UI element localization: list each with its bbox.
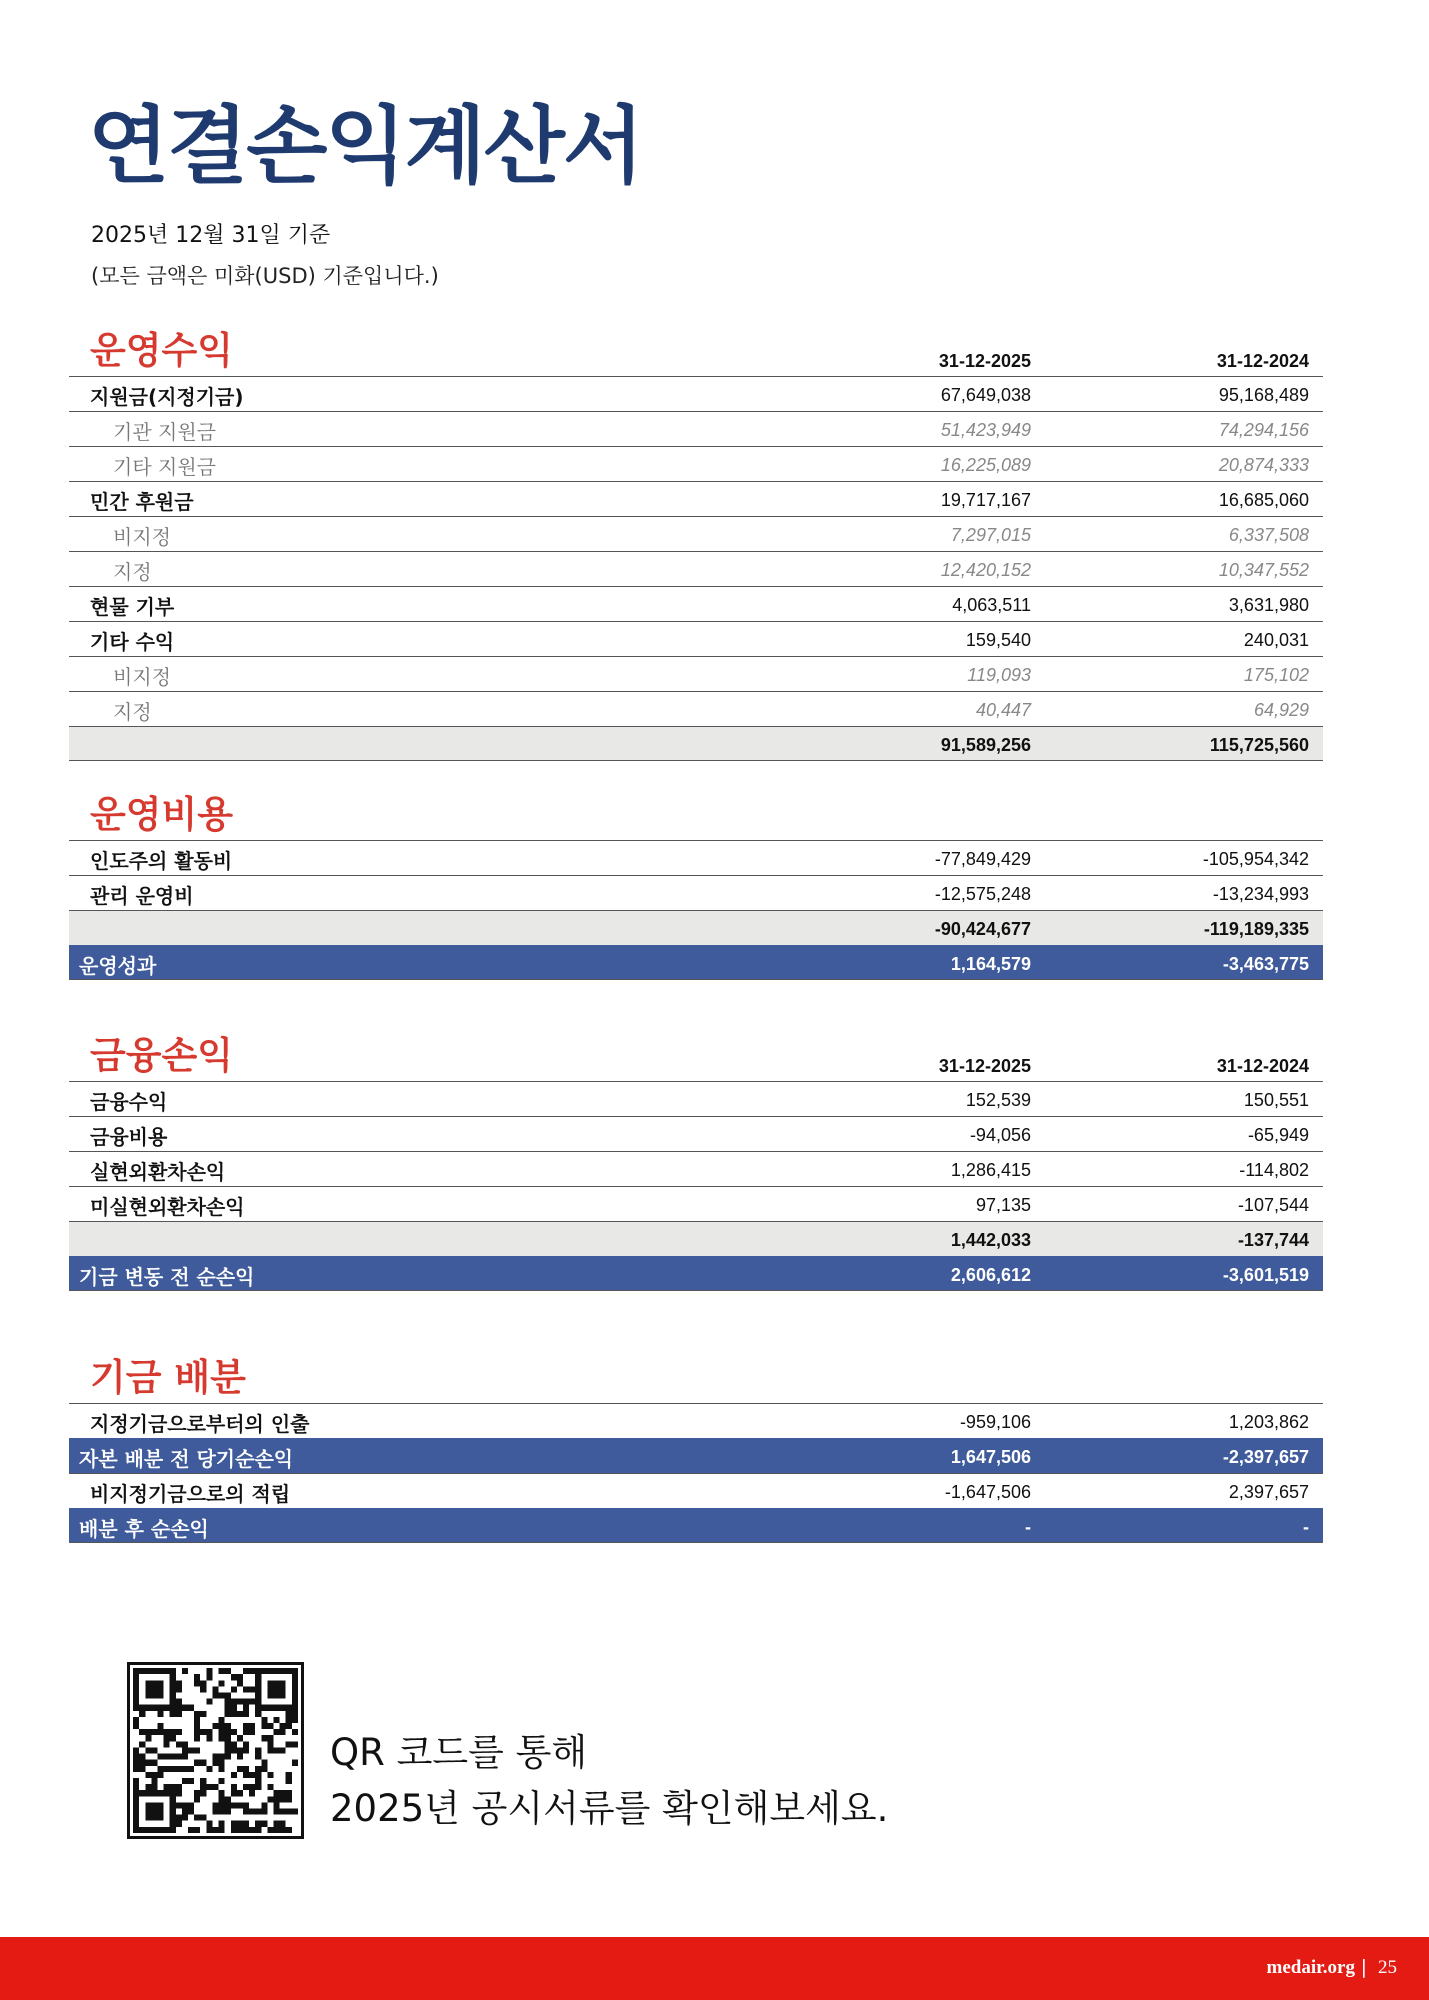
value-2025: -94,056 — [969, 1125, 1031, 1145]
value-2025: -12,575,248 — [934, 884, 1031, 904]
row-label: 운영성과 — [79, 954, 157, 978]
value-2024: -2,397,657 — [1222, 1447, 1309, 1467]
table-row — [69, 446, 1323, 481]
value-2025: 2,606,612 — [950, 1265, 1031, 1285]
section-1 — [69, 318, 1323, 761]
value-2024: 2,397,657 — [1228, 1482, 1309, 1502]
subtotal-row — [69, 726, 1323, 761]
row-label: 지정 — [113, 700, 152, 724]
result-row — [69, 1256, 1323, 1291]
value-2025: -959,106 — [959, 1412, 1031, 1432]
value-2025: 67,649,038 — [940, 385, 1031, 405]
table-row — [69, 875, 1323, 910]
value-2024: 10,347,552 — [1218, 560, 1309, 580]
row-label: 기타 수익 — [90, 630, 175, 654]
row-label: 금융비용 — [90, 1125, 168, 1149]
value-2024: -119,189,335 — [1203, 919, 1309, 939]
value-2025: 1,286,415 — [950, 1160, 1031, 1180]
row-label: 배분 후 순손익 — [79, 1517, 209, 1541]
value-2025: 159,540 — [965, 630, 1031, 650]
row-label: 관리 운영비 — [90, 884, 194, 908]
currency-note: (모든 금액은 미화(USD) 기준입니다.) — [91, 264, 439, 288]
statement-date: 2025년 12월 31일 기준 — [91, 223, 331, 248]
qr-caption — [330, 1725, 888, 1837]
value-2024: -65,949 — [1247, 1125, 1309, 1145]
value-2025: 16,225,089 — [940, 455, 1031, 475]
value-2024: -13,234,993 — [1212, 884, 1309, 904]
value-2025: 40,447 — [975, 700, 1031, 720]
subtotal-row — [69, 1221, 1323, 1256]
value-2025: 91,589,256 — [940, 735, 1031, 755]
table-row — [69, 1186, 1323, 1221]
value-2024: -105,954,342 — [1202, 849, 1309, 869]
section-header — [69, 1345, 1323, 1403]
value-2025: 19,717,167 — [940, 490, 1031, 510]
table-row — [69, 516, 1323, 551]
row-label: 지정기금으로부터의 인출 — [90, 1412, 310, 1436]
table-row — [69, 586, 1323, 621]
row-label: 비지정 — [113, 525, 171, 549]
table-row — [69, 621, 1323, 656]
value-2024: 74,294,156 — [1218, 420, 1309, 440]
value-2024: 115,725,560 — [1209, 735, 1309, 755]
statement-table — [69, 1403, 1323, 1543]
section-title: 운영수익 — [90, 329, 233, 372]
value-2025: 1,647,506 — [950, 1447, 1031, 1467]
table-row — [69, 376, 1323, 411]
value-2025: 12,420,152 — [940, 560, 1031, 580]
row-label: 기타 지원금 — [113, 455, 216, 479]
footer-separator: | — [1360, 1956, 1367, 1978]
section-header — [69, 1023, 1323, 1081]
section-title: 금융손익 — [90, 1034, 233, 1077]
value-2025: - — [1025, 1517, 1031, 1537]
row-label: 현물 기부 — [90, 595, 175, 619]
value-2024: 240,031 — [1243, 630, 1309, 650]
qr-caption-line1: QR 코드를 통해 — [330, 1731, 588, 1774]
value-2025: 1,442,033 — [950, 1230, 1031, 1250]
value-2024: 20,874,333 — [1218, 455, 1309, 475]
statement-table — [69, 840, 1323, 980]
row-label: 비지정 — [113, 665, 171, 689]
table-row — [69, 1081, 1323, 1116]
value-2025: 152,539 — [965, 1090, 1031, 1110]
value-2024: 175,102 — [1243, 665, 1309, 685]
value-2025: 51,423,949 — [940, 420, 1031, 440]
section-title: 기금 배분 — [90, 1356, 246, 1399]
section-3 — [69, 1023, 1323, 1291]
section-2 — [69, 782, 1323, 980]
table-row — [69, 1403, 1323, 1438]
value-2024: 95,168,489 — [1218, 385, 1309, 405]
statement-table — [69, 1081, 1323, 1291]
value-2025: -90,424,677 — [934, 919, 1031, 939]
result-row — [69, 1508, 1323, 1543]
value-2025: 7,297,015 — [950, 525, 1031, 545]
value-2024: -107,544 — [1237, 1195, 1309, 1215]
value-2025: -1,647,506 — [944, 1482, 1031, 1502]
result-row — [69, 1438, 1323, 1473]
value-2025: 97,135 — [975, 1195, 1031, 1215]
result-row — [69, 945, 1323, 980]
table-row — [69, 411, 1323, 446]
value-2024: -137,744 — [1237, 1230, 1309, 1250]
table-row — [69, 1473, 1323, 1508]
section-title: 운영비용 — [90, 793, 233, 836]
row-label: 인도주의 활동비 — [90, 849, 233, 873]
column-header-1: 31-12-2025 — [938, 351, 1031, 371]
row-label: 실현외환차손익 — [90, 1160, 226, 1184]
section-header — [69, 782, 1323, 840]
value-2024: - — [1303, 1517, 1309, 1537]
page-number: 25 — [1378, 1957, 1397, 1978]
row-label: 금융수익 — [90, 1090, 168, 1114]
table-row — [69, 840, 1323, 875]
qr-caption-line2: 2025년 공시서류를 확인해보세요. — [330, 1787, 889, 1830]
table-row — [69, 551, 1323, 586]
value-2025: 1,164,579 — [950, 954, 1031, 974]
row-label: 기금 변동 전 순손익 — [79, 1265, 255, 1289]
row-label: 지정 — [113, 560, 152, 584]
value-2024: -114,802 — [1239, 1160, 1309, 1180]
value-2024: 64,929 — [1253, 700, 1309, 720]
row-label: 기관 지원금 — [113, 420, 216, 444]
value-2024: 6,337,508 — [1228, 525, 1309, 545]
value-2024: -3,601,519 — [1222, 1265, 1309, 1285]
value-2025: 4,063,511 — [952, 595, 1031, 615]
row-label: 지원금(지정기금) — [90, 385, 244, 409]
column-header-1: 31-12-2025 — [938, 1056, 1031, 1076]
qr-code-icon[interactable] — [127, 1662, 304, 1839]
row-label: 비지정기금으로의 적립 — [90, 1482, 291, 1506]
section-header — [69, 318, 1323, 376]
table-row — [69, 481, 1323, 516]
section-4 — [69, 1345, 1323, 1543]
table-row — [69, 1116, 1323, 1151]
value-2025: -77,849,429 — [934, 849, 1031, 869]
table-row — [69, 656, 1323, 691]
column-header-2: 31-12-2024 — [1216, 351, 1309, 371]
footer-site-link[interactable]: medair.org — [1266, 1957, 1355, 1978]
value-2024: 1,203,862 — [1228, 1412, 1309, 1432]
table-row — [69, 1151, 1323, 1186]
subtotal-row — [69, 910, 1323, 945]
table-row — [69, 691, 1323, 726]
value-2024: 3,631,980 — [1228, 595, 1309, 615]
value-2024: 16,685,060 — [1218, 490, 1309, 510]
value-2024: 150,551 — [1243, 1090, 1309, 1110]
row-label: 미실현외환차손익 — [90, 1195, 245, 1219]
row-label: 민간 후원금 — [90, 490, 194, 514]
row-label: 자본 배분 전 당기순손익 — [79, 1447, 294, 1471]
value-2024: -3,463,775 — [1222, 954, 1309, 974]
footer-bar — [0, 1937, 1429, 2000]
statement-table — [69, 376, 1323, 761]
column-header-2: 31-12-2024 — [1216, 1056, 1309, 1076]
value-2025: 119,093 — [967, 665, 1031, 685]
page-title: 연결손익계산서 — [88, 97, 643, 195]
